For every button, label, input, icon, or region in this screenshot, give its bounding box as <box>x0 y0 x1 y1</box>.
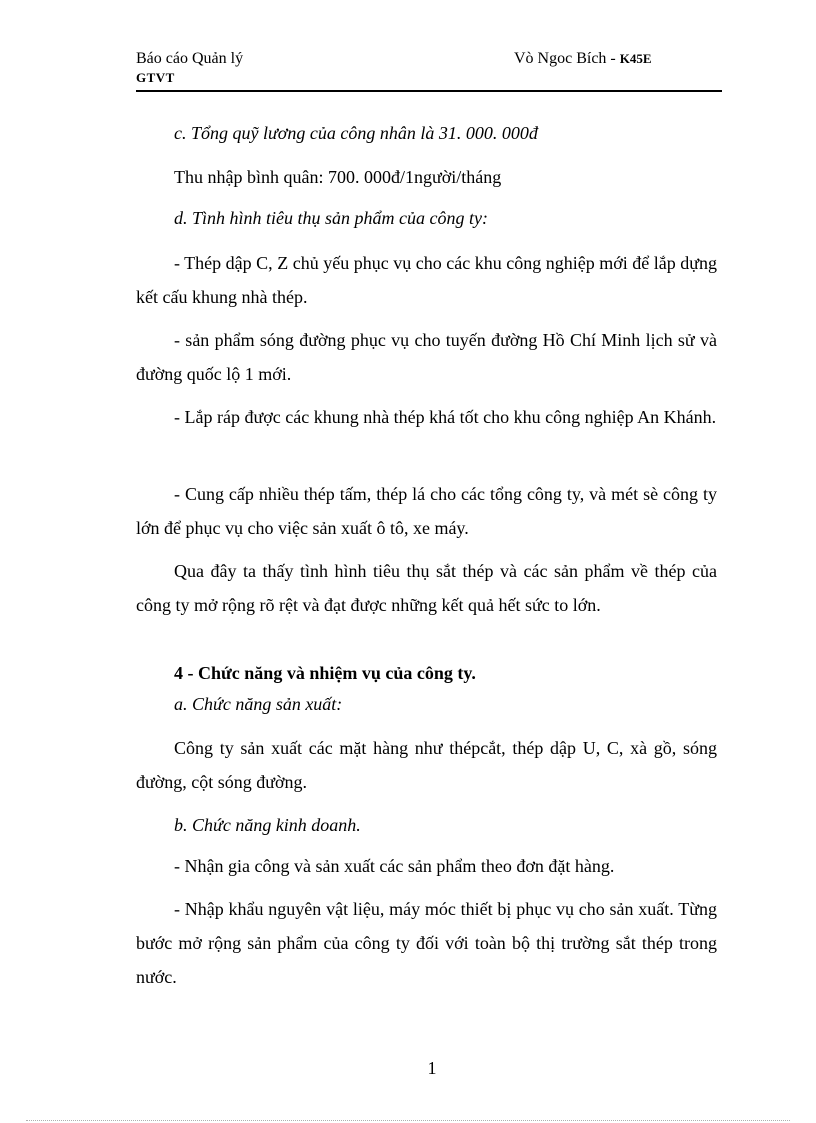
paragraph-average-income: Thu nhập bình quân: 700. 000đ/1người/tháng <box>174 167 502 187</box>
paragraph-business-heading: b. Chức năng kinh doanh. <box>174 815 361 835</box>
header-author-name: Vò Ngoc Bích - <box>514 50 620 67</box>
header-class-code: K45E <box>619 51 652 66</box>
paragraph-production-items: Công ty sản xuất các mặt hàng như thépcắt, thép dập U, C, xà gồ, sóng đường, cột sóng đường. <box>136 738 717 792</box>
paragraph-processing-orders: - Nhận gia công và sản xuất các sản phẩm theo đơn đặt hàng. <box>174 856 615 876</box>
paragraph-sheet-supply: - Cung cấp nhiều thép tấm, thép lá cho các tổng công ty, và mét sè công ty lớn để phục vụ cho việc sản xuất ô tô, xe máy. <box>136 484 717 538</box>
paragraph-sales-summary: Qua đây ta thấy tình hình tiêu thụ sắt thép và các sản phẩm về thép của công ty mở rộng rõ rệt và đạt được những kết quả hết sức to lớn. <box>136 561 717 615</box>
paragraph-frame-assembly: - Lắp ráp được các khung nhà thép khá tốt cho khu công nghiệp An Khánh. <box>174 407 717 427</box>
paragraph-steel-c-z: - Thép dập C, Z chủ yếu phục vụ cho các khu công nghiệp mới để lắp dựng kết cấu khung nhà thép. <box>136 253 717 307</box>
header-author <box>514 50 652 68</box>
page-bottom-divider <box>26 1120 790 1121</box>
header-rule <box>136 90 722 92</box>
paragraph-production-heading: a. Chức năng sản xuất: <box>174 694 343 714</box>
header-report-title: Báo cáo Quản lý <box>136 50 244 67</box>
page-header <box>136 50 722 92</box>
page-number: 1 <box>427 1058 437 1078</box>
paragraph-total-wage-fund: c. Tổng quỹ lương của công nhân là 31. 000. 000đ <box>174 123 538 143</box>
header-report-subtitle: GTVT <box>136 70 175 85</box>
section-heading-functions: 4 - Chức năng và nhiệm vụ của công ty. <box>174 663 476 683</box>
paragraph-sales-heading: d. Tình hình tiêu thụ sản phẩm của công ty: <box>174 208 488 228</box>
paragraph-road-products: - sản phẩm sóng đường phục vụ cho tuyến đường Hồ Chí Minh lịch sử và đường quốc lộ 1 mới. <box>136 330 717 384</box>
paragraph-import-materials: - Nhập khẩu nguyên vật liệu, máy móc thiết bị phục vụ cho sản xuất. Từng bước mở rộng sản phẩm của công ty đối với toàn bộ thị trường sắt thép trong nước. <box>136 899 717 987</box>
